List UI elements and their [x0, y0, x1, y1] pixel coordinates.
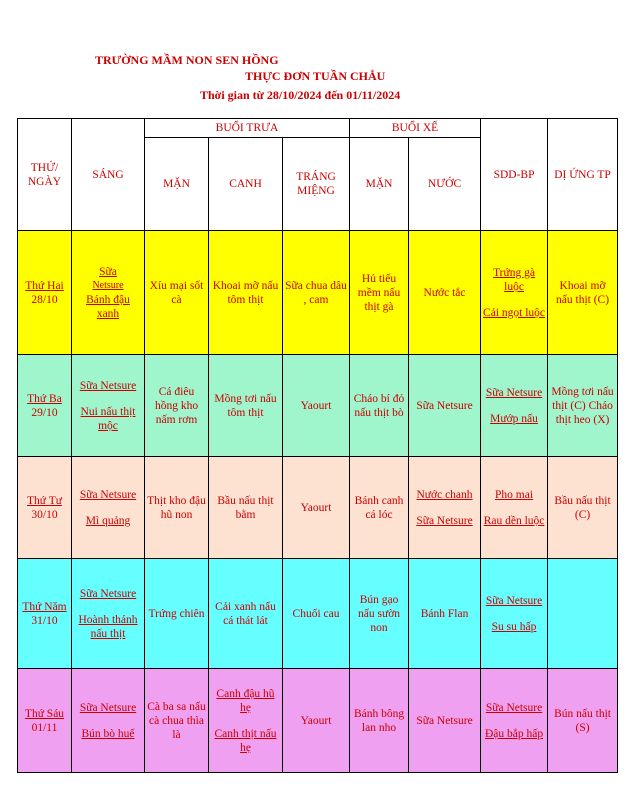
lunch-savory-cell: Cà ba sa nấu cà chua thìa là — [145, 669, 209, 773]
lunch-savory-cell: Xíu mại sốt cà — [145, 231, 209, 355]
morning-cell — [72, 457, 145, 559]
day-cell — [18, 231, 72, 355]
day-name: Thứ Ba — [27, 392, 62, 405]
col-header-day: THỨ/ NGÀY — [18, 119, 72, 231]
lunch-soup-cell — [209, 669, 283, 773]
day-name: Thứ Sáu — [24, 707, 65, 720]
morning-bottom: Hoành thánh nấu thịt — [78, 613, 138, 640]
day-date: 31/10 — [31, 614, 58, 627]
morning-cell — [72, 559, 145, 669]
lunch-soup-cell: Khoai mỡ nấu tôm thịt — [209, 231, 283, 355]
day-date: 30/10 — [31, 508, 58, 521]
afternoon-savory-cell: Bún gạo nấu sườn non — [350, 559, 409, 669]
lunch-dessert-cell: Yaourt — [283, 457, 350, 559]
weekly-menu-table — [17, 118, 618, 773]
morning-cell — [72, 355, 145, 457]
sdd-cell — [481, 231, 548, 355]
day-name: Thứ Tư — [27, 494, 62, 507]
afternoon-drink-bottom: Sữa Netsure — [416, 514, 473, 527]
sdd-bottom: Mướp nấu — [490, 412, 538, 425]
morning-top: Sữa Netsure — [79, 379, 137, 392]
sdd-bottom: Rau dền luộc — [483, 514, 545, 527]
morning-top: Sữa Netsure — [79, 488, 137, 501]
col-header-morning: SÁNG — [72, 119, 145, 231]
lunch-dessert-cell: Sữa chua dâu , cam — [283, 231, 350, 355]
afternoon-savory-cell: Bánh bông lan nho — [350, 669, 409, 773]
sdd-bottom: Đậu bắp hấp — [484, 727, 544, 740]
menu-period: Thời gian từ 28/10/2024 đến 01/11/2024 — [200, 88, 401, 102]
table-row — [18, 669, 618, 773]
afternoon-savory-cell: Bánh canh cá lóc — [350, 457, 409, 559]
menu-title: THỰC ĐƠN TUẦN CHẲU — [245, 69, 386, 83]
allergy-cell: Bầu nấu thịt (C) — [548, 457, 618, 559]
morning-top: Sữa Netsure — [79, 587, 137, 600]
school-name: TRƯỜNG MẦM NON SEN HỒNG — [95, 53, 279, 67]
day-date: 01/11 — [31, 721, 58, 734]
table-row — [18, 457, 618, 559]
afternoon-drink-cell: Sữa Netsure — [409, 355, 481, 457]
day-name: Thứ Hai — [25, 279, 64, 292]
morning-bottom: Bún bò huế — [81, 727, 135, 740]
lunch-savory-cell: Thịt kho đậu hũ non — [145, 457, 209, 559]
lunch-soup-top: Canh đậu hũ hẹ — [216, 687, 275, 714]
afternoon-drink-top: Nước chanh — [416, 488, 473, 501]
day-date: 29/10 — [31, 406, 58, 419]
morning-bottom: Mì quảng — [85, 514, 131, 527]
day-cell — [18, 355, 72, 457]
sdd-cell — [481, 355, 548, 457]
sdd-cell — [481, 559, 548, 669]
sdd-top: Sữa Netsure — [485, 594, 543, 607]
afternoon-savory-cell: Cháo bí đỏ nấu thịt bò — [350, 355, 409, 457]
lunch-savory-cell: Cá điêu hồng kho nấm rơm — [145, 355, 209, 457]
col-header-lunch: BUỔI TRƯA — [145, 119, 350, 138]
morning-top: Sữa Netsure — [79, 701, 137, 714]
morning-bottom: Nui nấu thịt mộc — [80, 405, 136, 432]
lunch-savory-cell: Trứng chiên — [145, 559, 209, 669]
morning-top: Sữa — [99, 265, 117, 278]
morning-cell — [72, 231, 145, 355]
afternoon-savory-cell: Hủ tiếu mềm nấu thịt gà — [350, 231, 409, 355]
afternoon-drink-cell: Sữa Netsure — [409, 669, 481, 773]
sdd-bottom: Cải ngọt luộc — [483, 306, 546, 319]
lunch-dessert-cell: Yaourt — [283, 669, 350, 773]
morning-mid: Netsure — [92, 279, 124, 291]
table-row — [18, 231, 618, 355]
sdd-cell — [481, 457, 548, 559]
col-header-lunch-dessert: TRÁNG MIỆNG — [283, 138, 350, 231]
allergy-cell: Khoai mỡ nấu thịt (C) — [548, 231, 618, 355]
allergy-cell — [548, 559, 618, 669]
day-cell — [18, 669, 72, 773]
morning-cell — [72, 669, 145, 773]
lunch-soup-cell: Cải xanh nấu cá thát lát — [209, 559, 283, 669]
lunch-soup-cell: Bầu nấu thịt bằm — [209, 457, 283, 559]
sdd-top: Sữa Netsure — [485, 386, 543, 399]
afternoon-drink-cell: Nước tắc — [409, 231, 481, 355]
sdd-cell — [481, 669, 548, 773]
sdd-top: Sữa Netsure — [485, 701, 543, 714]
allergy-cell: Bún nấu thịt (S) — [548, 669, 618, 773]
col-header-lunch-soup: CANH — [209, 138, 283, 231]
sdd-top: Trứng gà luộc — [493, 266, 535, 293]
lunch-dessert-cell: Chuối cau — [283, 559, 350, 669]
morning-bottom: Bánh đậu xanh — [86, 293, 130, 320]
day-cell — [18, 559, 72, 669]
day-name: Thứ Năm — [22, 600, 67, 613]
col-header-sdd: SDD-BP — [481, 119, 548, 231]
col-header-afternoon: BUỔI XẾ — [350, 119, 481, 138]
day-date: 28/10 — [31, 293, 58, 306]
lunch-soup-cell: Mồng tơi nấu tôm thịt — [209, 355, 283, 457]
afternoon-drink-cell — [409, 457, 481, 559]
day-cell — [18, 457, 72, 559]
table-row — [18, 355, 618, 457]
sdd-top: Pho mai — [495, 488, 534, 501]
table-row — [18, 559, 618, 669]
col-header-allergy: DỊ ỨNG TP — [548, 119, 618, 231]
allergy-cell: Mồng tơi nấu thịt (C) Cháo thịt heo (X) — [548, 355, 618, 457]
col-header-afternoon-savory: MẶN — [350, 138, 409, 231]
afternoon-drink-cell: Bánh Flan — [409, 559, 481, 669]
col-header-afternoon-drink: NƯỚC — [409, 138, 481, 231]
lunch-soup-bottom: Canh thịt nấu hẹ — [214, 727, 277, 754]
col-header-lunch-savory: MẶN — [145, 138, 209, 231]
lunch-dessert-cell: Yaourt — [283, 355, 350, 457]
sdd-bottom: Su su hấp — [491, 620, 537, 633]
